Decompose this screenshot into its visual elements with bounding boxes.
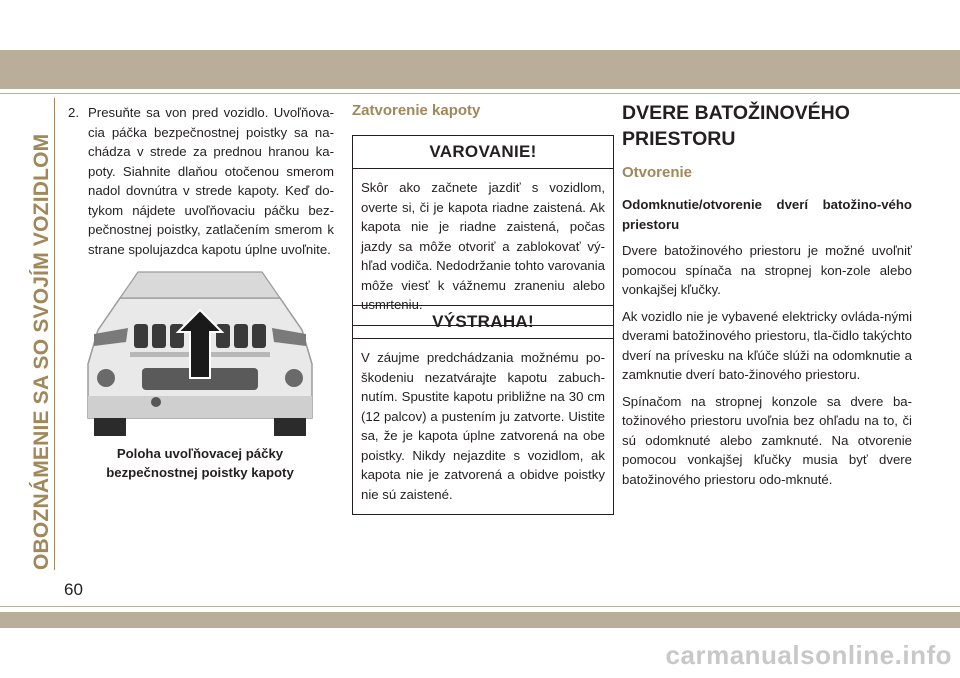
step-2-instruction xyxy=(68,103,334,259)
side-divider xyxy=(54,98,55,570)
step-number: 2. xyxy=(68,105,79,120)
warning-title: VAROVANIE! xyxy=(353,136,613,169)
page-number: 60 xyxy=(64,580,83,599)
warning-text: Skôr ako začnete jazdiť s vozidlom, overte si, či je kapota riadne zaistená. Ak kapota nie je riadne zaistená, počas jazdy sa môže otvoriť a zablokovať vý-hľad vodiča. Nedodržanie tohto varovania môže viesť k vážnemu zraneniu alebo usmrteniu. xyxy=(361,180,605,312)
side-section-title: OBOZNÁMENIE SA SO SVOJÍM VOZIDLOM xyxy=(30,133,53,570)
caution-text: V záujme predchádzania možnému po-škodeniu nezatvárajte kapotu zabuch-nutím. Spustite kapotu približne na 30 cm (12 palcov) a pustením ju zatvorte. Uistite sa, že je kapota úplne zatvorená na obe poistky. Nikdy nejazdite s vozidlom, ak kapota nie je zatvorená a obidve poistky nie sú zaistené. xyxy=(361,350,605,502)
watermark-text: carmanualsonline.info xyxy=(665,640,952,670)
car-front-hood-arrow-icon xyxy=(80,268,320,440)
opening-subheading: Otvorenie xyxy=(622,164,693,181)
header-rule xyxy=(0,93,960,94)
liftgate-heading-line-2: PRIESTORU xyxy=(622,128,736,150)
paragraph-1: Dvere batožinového priestoru je možné uvoľniť pomocou spínača na stropnej kon-zole alebo vonkajšej kľučky. xyxy=(622,243,912,297)
image-caption xyxy=(80,444,320,482)
caution-box xyxy=(352,305,614,515)
liftgate-heading-line-1: DVERE BATOŽINOVÉHO xyxy=(622,102,850,124)
paragraph-3: Spínačom na stropnej konzole sa dvere ba-tožinového priestoru uvoľnia bez ohľadu na to, či sú odomknuté alebo zamknuté. Na otvorenie pomocou vonkajšej kľučky musia byť dvere batožinového priestoru odo-mknuté. xyxy=(622,393,912,487)
paragraph-2: Ak vozidlo nie je vybavené elektricky ovláda-nými dverami batožinového priestoru, tla-čidlo takýchto dverí na prívesku na kľúče slúži na odomknutie a zamknutie dverí bato-žinového priestoru. xyxy=(622,308,912,382)
footer-rule xyxy=(0,606,960,607)
footer-band xyxy=(0,612,960,628)
caption-line-2: bezpečnostnej poistky kapoty xyxy=(106,465,294,480)
caption-line-1: Poloha uvoľňovacej páčky xyxy=(116,446,284,461)
unlock-open-heading: Odomknutie/otvorenie dverí batožino-vého priestoru xyxy=(622,197,912,232)
section-heading-closing-hood: Zatvorenie kapoty xyxy=(352,102,481,119)
liftgate-section xyxy=(622,100,912,496)
warning-box xyxy=(352,135,614,326)
step-text: Presuňte sa von pred vozidlo. Uvoľňova-cia páčka bezpečnostnej poistky sa na-chádza v strede za prednou hranou ka-poty. Siahnite dlaňou otočenou smerom nadol dovnútra v strede kapoty. Keď do-tykom nájdete uvoľňovaciu páčku bez-pečnostnej poistky, zatlačením smerom k strane spolujazdca kapotu úplne uvoľnite. xyxy=(88,105,334,257)
caution-title: VÝSTRAHA! xyxy=(353,306,613,339)
liftgate-heading xyxy=(622,100,912,152)
header-band xyxy=(0,50,960,89)
